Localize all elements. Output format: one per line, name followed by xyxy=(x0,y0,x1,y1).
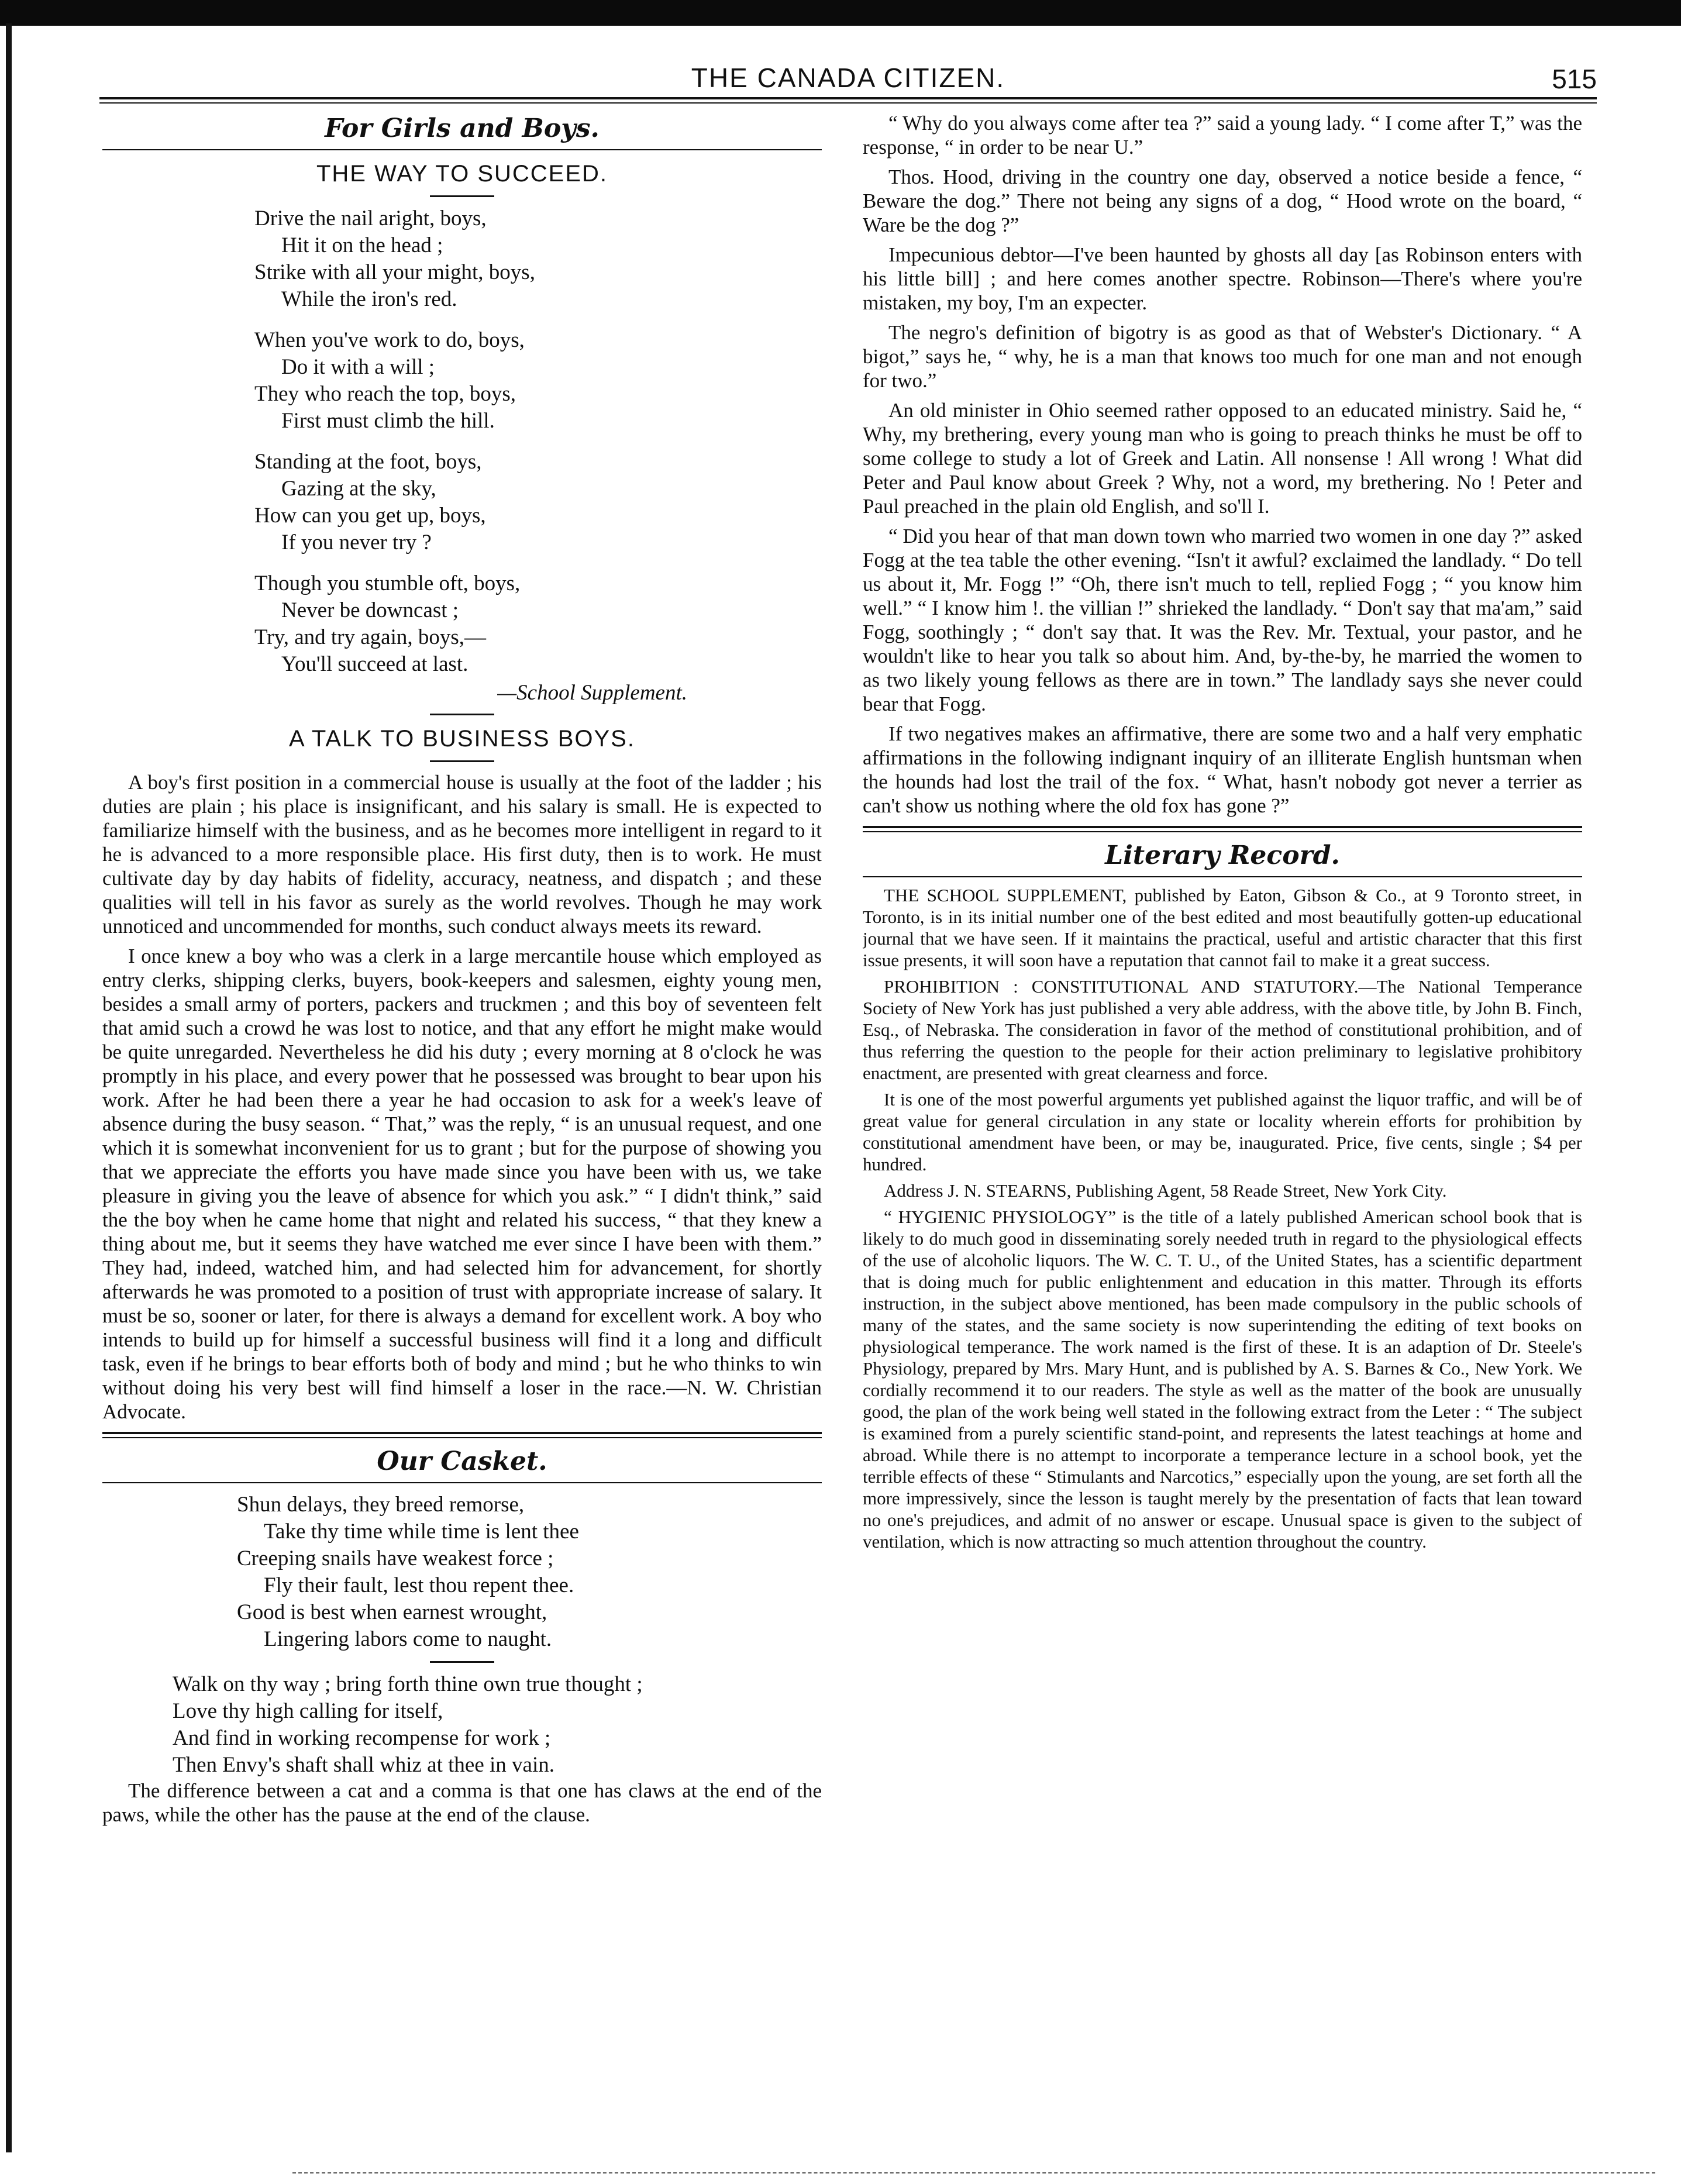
page-number: 515 xyxy=(1552,64,1597,94)
short-rule xyxy=(430,714,494,715)
poem-line: Gazing at the sky, xyxy=(281,477,436,501)
poem-line: If you never try ? xyxy=(281,531,432,554)
paragraph: I once knew a boy who was a clerk in a large mercantile house which employed as entry clerks, shipping clerks, buyers, book-keepers and salesmen, eighty young men, besides a small army of porters, packers and truckmen ; and this boy of seventeen felt that amid such a crowd he was lost to notice, and that any effort he might make would be quite unregarded. Nevertheless he did his duty ; every morning at 8 o'clock he was promptly in his place, and every power that he possessed was brought to bear upon his work. After he had been there a year he had occasion to ask for a week's leave of absence during the busy season. “ That,” was the reply, “ is an unusual request, and one which it is somewhat inconvenient for us to grant ; but for the purpose of showing you that we appreciate the efforts you have made since you have been with us, we take pleasure in giving you the leave of absence for which you ask.” “ I didn't think,” said the the boy when he came home that night and related his success, “ that they knew a thing about me, but it seems they have watched me ever since I have been with them.” They had, indeed, watched him, and had selected him for advancement, for shortly afterwards he was promoted to a position of trust with appropriate increase of salary. It must be so, sooner or later, for there is always a demand for excellent work. A boy who intends to build up for himself a successful business will find it a long and difficult task, even if he brings to bear efforts both of body and mind ; but he who thinks to win without doing his very best will find himself a loser in the race.—N. W. Christian Advocate. xyxy=(102,945,822,1423)
poem-line: Hit it on the head ; xyxy=(281,233,443,257)
literary-record-body xyxy=(863,884,1582,1552)
poem-line: First must climb the hill. xyxy=(281,409,495,433)
right-column xyxy=(863,111,1582,2100)
poem-credit: —School Supplement. xyxy=(497,681,687,705)
paragraph: THE SCHOOL SUPPLEMENT, published by Eaton, Gibson & Co., at 9 Toronto street, in Toronto, is in its initial number one of the best edited and most beautifully gotten-up educational journal that we have seen. If it maintains the practical, useful and artistic character that this first issue presents, it will soon have a reputation that cannot fail to make it a great success. xyxy=(863,885,1582,970)
poem-line: Love thy high calling for itself, xyxy=(173,1699,443,1723)
poem-line: Though you stumble oft, boys, xyxy=(254,571,521,595)
paragraph: If two negatives makes an affirmative, there are some two and a half very emphatic affirmations in the following indignant inquiry of an illiterate English huntsman when the hounds had lost the trail of the fox. “ What, hasn't nobody got never a terrier as can't show us nothing where the old fox has gone ?” xyxy=(863,722,1582,817)
poem-line: Lingering labors come to naught. xyxy=(264,1627,552,1651)
poem-line: While the iron's red. xyxy=(281,287,457,311)
poem-line: Drive the nail aright, boys, xyxy=(254,206,487,230)
bottom-rule xyxy=(292,2172,1655,2173)
paragraph: It is one of the most powerful arguments yet published against the liquor traffic, and will be of great value for general circulation in any state or locality wherein efforts for prohibition by constitutional amendment have been, or may be, inaugurated. Price, five cents, single ; $4 per hundred. xyxy=(863,1089,1582,1174)
poem-line: Do it with a will ; xyxy=(281,355,435,379)
poem-line: Strike with all your might, boys, xyxy=(254,260,535,284)
left-edge-bar xyxy=(6,23,12,2152)
paragraph: Impecunious debtor—I've been haunted by ghosts all day [as Robinson enters with his little bill] ; and here comes another spectre. Robinson—There's where you're mistaken, my boy, I'm an expecter. xyxy=(863,243,1582,314)
newspaper-title: THE CANADA CITIZEN. xyxy=(691,63,1005,93)
paragraph: The difference between a cat and a comma is that one has claws at the end of the paws, while the other has the pause at the end of the clause. xyxy=(102,1779,822,1826)
paragraph: “ HYGIENIC PHYSIOLOGY” is the title of a lately published American school book that is likely to do much good in disseminating sorely needed truth in regard to the physiological effects of the use of alcoholic liquors. The W. C. T. U., of the United States, has a scientific department that is doing much for public enlightenment and education in this matter. Through its efforts instruction, in the subject above mentioned, has been made compulsory in the public schools of many of the states, and the same society is now superintending the editing of text books on physiological temperance. The work named is the first of these. It is an adaption of Dr. Steele's Physiology, prepared by Mrs. Mary Hunt, and is published by A. S. Barnes & Co., New York. We cordially recommend it to our readers. The style as well as the matter of the book are unusually good, the plan of the work being well stated in the following extract from the Leter : “ The subject is examined from a purely scientific stand-point, and represents the latest teachings at home and abroad. While there is no attempt to incorporate a temperance lecture in a school book, yet the terrible effects of these “ Stimulants and Narcotics,” especially upon the young, are set forth all the more impressively, since the lesson is taught merely by the presentation of facts that lean toward no one's prejudices, and admit of no answer or escape. Unusual space is given to the subject of ventilation, which is now attracting so much attention throughout the country. xyxy=(863,1207,1582,1552)
rule xyxy=(863,876,1582,877)
paragraph: PROHIBITION : CONSTITUTIONAL AND STATUTORY.—The National Temperance Society of New York has just published a very able address, with the above title, by John B. Finch, Esq., of Nebraska. The consideration in favor of the method of constitutional prohibition, and of thus referring the question to the people for their action preliminary to legislative prohibitory enactment, are presented with great clearness and force. xyxy=(863,976,1582,1083)
poem-line: Creeping snails have weakest force ; xyxy=(237,1546,554,1570)
poem-line: Good is best when earnest wrought, xyxy=(237,1600,547,1624)
stanza xyxy=(254,449,822,556)
section-heading-literary-record: Literary Record. xyxy=(1105,840,1340,870)
short-rule xyxy=(430,195,494,197)
casket-verse-2 xyxy=(173,1671,822,1779)
rule xyxy=(102,1482,822,1483)
poem-line: They who reach the top, boys, xyxy=(254,382,516,406)
page-header xyxy=(99,62,1597,98)
casket-verse-1 xyxy=(237,1491,822,1653)
top-edge-bar xyxy=(0,0,1681,26)
poem-line: Walk on thy way ; bring forth thine own true thought ; xyxy=(173,1672,643,1696)
header-rule xyxy=(99,97,1597,104)
poem-line: Fly their fault, lest thou repent thee. xyxy=(264,1573,574,1597)
poem-title: THE WAY TO SUCCEED. xyxy=(316,161,608,187)
left-column xyxy=(102,111,822,2100)
paragraph: “ Did you hear of that man down town who married two women in one day ?” asked Fogg at the tea table the other evening. “Isn't it awful? exclaimed the landlady. “ Do tell us about it, Mr. Fogg !” “Oh, there isn't much to tell, replied Fogg ; “ you know him well.” “ I know him !. the villian !” shrieked the landlady. “ Don't say that ma'am,” said Fogg, soothingly ; “ don't say that. It was the Rev. Mr. Textual, your pastor, and he wouldn't like to hear you talk so about him. And, by-the-by, he married the women to as two likely young fellows as there are in town.” The landlady says she never could bear that Fogg. xyxy=(863,525,1582,715)
paragraph: Thos. Hood, driving in the country one day, observed a notice beside a fence, “ Beware the dog.” There not being any signs of a dog, “ Hood wrote on the board, “ Ware be the dog ?” xyxy=(863,166,1582,236)
stanza xyxy=(254,205,822,313)
section-rule xyxy=(863,826,1582,832)
paragraph: A boy's first position in a commercial house is usually at the foot of the ladder ; his duties are plain ; his place is insignificant, and his salary is small. He is expected to familiarize himself with the business, and as he becomes more intelligent in regard to it he is advanced to a more responsible place. His first duty, then is to work. He must cultivate day by day habits of fidelity, accuracy, neatness, and dispatch ; and these qualities will tell in his favor as surely as the world revolves. Though he may work unnoticed and uncommended for months, such conduct always meets its reward. xyxy=(102,771,822,938)
poem-way-to-succeed xyxy=(254,205,822,678)
paragraph: Address J. N. STEARNS, Publishing Agent, 58 Reade Street, New York City. xyxy=(884,1180,1447,1201)
poem-line: How can you get up, boys, xyxy=(254,504,486,528)
comma-joke xyxy=(102,1779,822,1827)
poem-line: Shun delays, they breed remorse, xyxy=(237,1493,525,1517)
poem-line: And find in working recompense for work ; xyxy=(173,1726,551,1750)
poem-line: Then Envy's shaft shall whiz at thee in vain. xyxy=(173,1753,554,1777)
poem-line: When you've work to do, boys, xyxy=(254,328,525,352)
section-heading-our-casket: Our Casket. xyxy=(377,1446,547,1476)
rule xyxy=(102,149,822,150)
paragraph: An old minister in Ohio seemed rather opposed to an educated ministry. Said he, “ Why, my brethering, every young man who is going to preach thinks he must be off to some college to study a lot of Greek and Latin. All nonsense ! All wrong ! What did Peter and Paul know about Greek ? Why, not a word, my brethering. No ! Peter and Paul preached in the plain old English, and so'll I. xyxy=(863,399,1582,518)
section-rule xyxy=(102,1432,822,1438)
poem-line: Try, and try again, boys,— xyxy=(254,625,487,649)
paragraph: The negro's definition of bigotry is as good as that of Webster's Dictionary. “ A bigot,” says he, “ why, he is a man that knows too much for one man and not enough for two.” xyxy=(863,321,1582,392)
poem-line: You'll succeed at last. xyxy=(281,652,469,676)
stanza xyxy=(254,570,822,678)
short-rule xyxy=(430,760,494,762)
poem-line: Standing at the foot, boys, xyxy=(254,450,482,474)
stanza xyxy=(254,327,822,435)
poem-line: Take thy time while time is lent thee xyxy=(264,1520,579,1544)
paragraph: “ Why do you always come after tea ?” said a young lady. “ I come after T,” was the response, “ in order to be near U.” xyxy=(863,112,1582,159)
article-title: A TALK TO BUSINESS BOYS. xyxy=(289,726,635,752)
poem-line: Never be downcast ; xyxy=(281,598,459,622)
section-heading-girls-boys: For Girls and Boys. xyxy=(325,113,600,143)
article-body xyxy=(102,770,822,1424)
short-rule xyxy=(430,1661,494,1663)
anecdotes xyxy=(863,111,1582,818)
